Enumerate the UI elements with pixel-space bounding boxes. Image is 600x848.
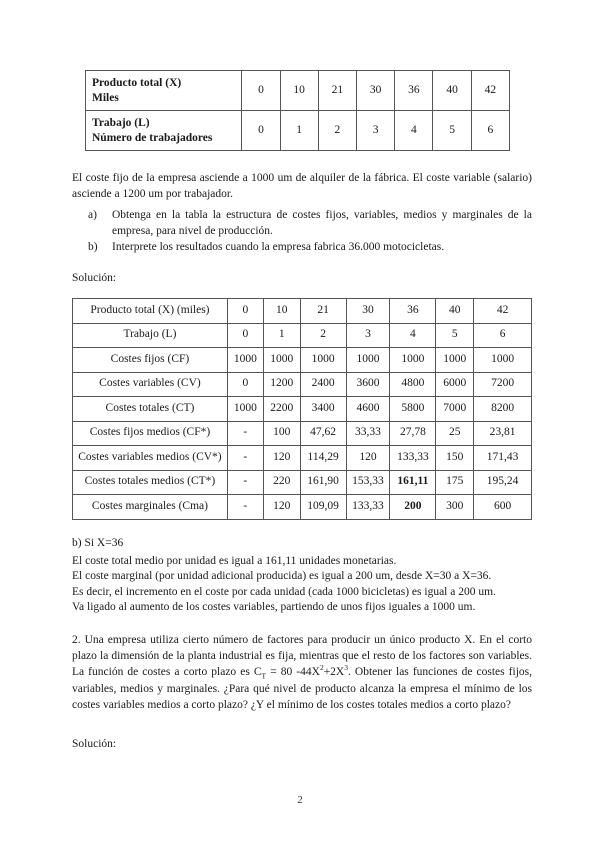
table-cell: 2 [300,323,346,348]
table-cell: 0 [227,299,263,324]
table-cell: 133,33 [390,446,436,471]
table-cell: 7200 [474,372,532,397]
highlighted-cell: 200 [390,495,436,520]
answer-heading: b) Si X=36 [72,537,124,549]
row-label: Costes totales medios (CT*) [73,470,228,495]
table-cell: 33,33 [346,421,390,446]
highlighted-cell: 161,11 [390,470,436,495]
row-label: Costes totales (CT) [73,397,228,422]
table-cell: 153,33 [346,470,390,495]
table-cell: 1000 [474,348,532,373]
table-row [73,348,532,373]
table-row [73,299,532,324]
row-label: Costes variables medios (CV*) [73,446,228,471]
table-cell: 0 [227,372,263,397]
table-cell: 3 [346,323,390,348]
list-item-text: Interprete los resultados cuando la empresa fabrica 36.000 motocicletas. [112,241,445,253]
table-cell: 5 [433,111,471,151]
table-cell: 6000 [436,372,474,397]
table-row [73,446,532,471]
table-cell: 1 [280,111,318,151]
production-labor-table [85,70,510,151]
table-cell: 5800 [390,397,436,422]
table-cell: 100 [263,421,300,446]
table-cell: 6 [474,323,532,348]
row-label-line: Miles [92,91,119,104]
table-row [73,495,532,520]
table-cell: 25 [436,421,474,446]
solution-label: Solución: [72,272,117,284]
table-cell: 4800 [390,372,436,397]
table-cell: 1000 [390,348,436,373]
table-cell: 2 [318,111,356,151]
table-cell: 47,62 [300,421,346,446]
table-cell: 4600 [346,397,390,422]
table-row [73,470,532,495]
row-label: Costes marginales (Cma) [73,495,228,520]
table-row [73,372,532,397]
row-label: Producto total (X) (miles) [73,299,228,324]
row-label: Costes variables (CV) [73,372,228,397]
superscript: 2 [319,663,324,673]
solution-label-2: Solución: [72,738,117,750]
table-cell: 27,78 [390,421,436,446]
page-number: 2 [297,794,303,806]
superscript: 3 [344,663,348,673]
table-cell: 1000 [227,348,263,373]
table-row [86,71,510,111]
table-cell: 1 [263,323,300,348]
table-cell: 114,29 [300,446,346,471]
table-cell: 120 [346,446,390,471]
answer-b [72,536,534,616]
row-label [86,71,242,111]
table-cell: 2400 [300,372,346,397]
table-cell: 21 [318,71,356,111]
row-label: Trabajo (L) [73,323,228,348]
table-cell: 150 [436,446,474,471]
table-cell: 3400 [300,397,346,422]
table-cell: - [227,495,263,520]
answer-line: El coste total medio por unidad es igual a 161,11 unidades monetarias. [72,554,397,567]
row-label [86,111,242,151]
table-cell: 8200 [474,397,532,422]
intro-paragraph: El coste fijo de la empresa asciende a 1000 um de alquiler de la fábrica. El coste variable (salario) asciende a 1200 um por trabajador. [72,172,532,200]
table-cell: 21 [300,299,346,324]
table-cell: 4 [395,111,433,151]
list-item-text: Obtenga en la tabla la estructura de costes fijos, variables, medios y marginales de la empresa, para nivel de producción. [112,209,532,237]
table-row [73,397,532,422]
table-cell: 3 [357,111,395,151]
table-cell: - [227,421,263,446]
table-cell: 42 [474,299,532,324]
table-cell: 10 [263,299,300,324]
subscript: T [261,671,267,681]
table-cell: 175 [436,470,474,495]
table-cell: 0 [227,323,263,348]
table-cell: 171,43 [474,446,532,471]
table-cell: 120 [263,446,300,471]
table-cell: 40 [433,71,471,111]
row-label-line: Número de trabajadores [92,131,213,144]
table-cell: 3600 [346,372,390,397]
table-cell: - [227,446,263,471]
table-cell: 220 [263,470,300,495]
table-cell: 10 [280,71,318,111]
table-cell: 30 [346,299,390,324]
answer-line: Va ligado al aumento de los costes variables, partiendo de unos fijos iguales a 1000 um. [72,601,476,613]
problem-text: . Obtener las funciones de costes fijos, variables, medios y marginales. ¿Para qué nivel de producto alcanza la empresa el mínimo de los costes variables medios a corto plazo? ¿Y el mínimo de los costes totales medios a corto plazo? [72,666,532,711]
row-label: Costes fijos (CF) [73,348,228,373]
answer-line: El coste marginal (por unidad adicional producida) es igual a 200 um, desde X=30 a X=36. [72,570,492,582]
row-label-line: Trabajo (L) [92,117,150,130]
cost-structure-table [72,298,532,520]
table-cell: 7000 [436,397,474,422]
list-item [88,207,532,239]
table-cell: 1000 [263,348,300,373]
table-cell: 2200 [263,397,300,422]
table-cell: 42 [471,71,509,111]
table-cell: 109,09 [300,495,346,520]
table-cell: 1000 [346,348,390,373]
list-marker: a) [88,209,97,221]
formula-part: = 80 -44X [266,666,320,679]
table-row [86,111,510,151]
table-cell: 195,24 [474,470,532,495]
problem-2-statement [72,632,532,713]
row-label-line: Producto total (X) [92,77,182,90]
table-cell: 1000 [300,348,346,373]
table-cell: 600 [474,495,532,520]
table-cell: 300 [436,495,474,520]
table-cell: 23,81 [474,421,532,446]
table-cell: 36 [390,299,436,324]
table-cell: 6 [471,111,509,151]
table-cell: 161,90 [300,470,346,495]
table-cell: 0 [242,71,280,111]
table-cell: 120 [263,495,300,520]
table-cell: 1000 [227,397,263,422]
formula-part: +2X [323,666,345,679]
table-cell: 133,33 [346,495,390,520]
question-list [88,207,532,255]
table-cell: - [227,470,263,495]
table-cell: 1200 [263,372,300,397]
table-cell: 1000 [436,348,474,373]
table-cell: 36 [395,71,433,111]
list-item [88,239,532,255]
problem-text: 2. Una empresa utiliza cierto número de factores para producir un único producto X. En el corto plazo la dimensión de la planta industrial es fija, mientras que el resto de los factores son variables. La función de costes a corto plazo es C [72,634,532,679]
table-cell: 40 [436,299,474,324]
table-cell: 0 [242,111,280,151]
answer-line: Es decir, el incremento en el coste por cada unidad (cada 1000 bicicletas) es igual a 200 um. [72,585,496,598]
row-label: Costes fijos medios (CF*) [73,421,228,446]
list-marker: b) [88,241,98,253]
table-row [73,421,532,446]
table-cell: 5 [436,323,474,348]
table-cell: 4 [390,323,436,348]
table-cell: 30 [357,71,395,111]
table-row [73,323,532,348]
